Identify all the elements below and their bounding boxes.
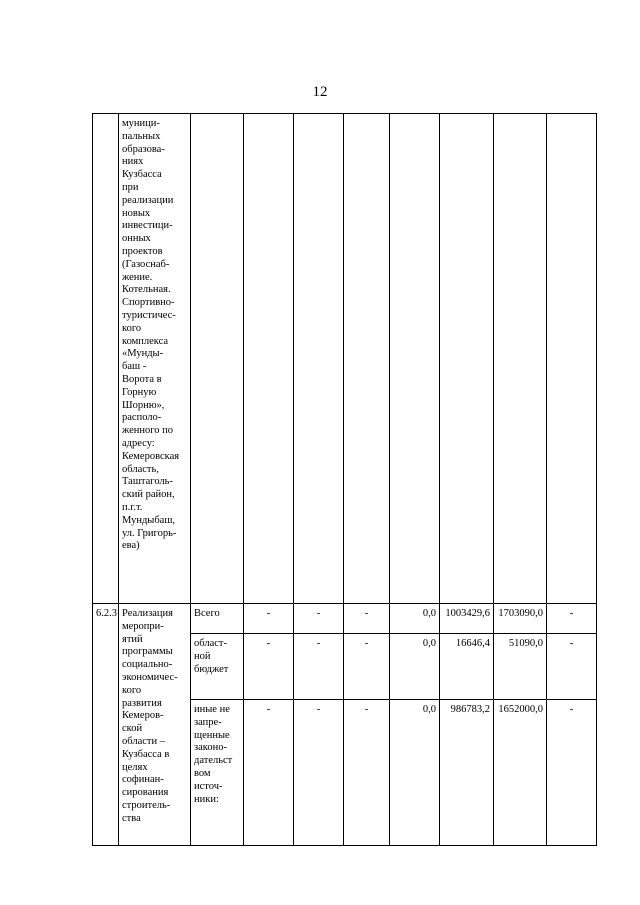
value-cell: - [547,604,597,634]
empty-cell [494,114,547,604]
empty-cell [344,114,390,604]
value-cell: - [294,634,344,700]
value-cell: - [344,700,390,846]
empty-cell [390,114,440,604]
value-cell: 1703090,0 [494,604,547,634]
value-cell: - [344,604,390,634]
empty-cell [440,114,494,604]
value-cell: - [547,634,597,700]
source-label-cell: Всего [191,604,244,634]
financing-table [92,113,597,846]
value-cell: - [244,604,294,634]
source-label-cell: иные не запре- щенные законо- дательст вом источ- ники: [191,700,244,846]
value-cell: 1003429,6 [440,604,494,634]
row-number-cell [93,114,119,604]
value-cell: 0,0 [390,700,440,846]
measure-name-cell: муници- пальных образова- ниях Кузбасса при реализации новых инвестици- онных проектов (Газоснаб- жение. Котельная. Спортивно- туристичес- кого комплекса «Мунды- баш - Ворота в Горную Шорню», располо- женного по адресу: Кемеровская область, Таштаголь- ский район, п.г.т. Мундыбаш, ул. Григорь- ева) [119,114,191,604]
table-row-623-total [93,604,597,634]
measure-name-cell: Реализация меропри- ятий программы социально- экономичес- кого развития Кемеров- ской области – Кузбасса в целях софинан- сирования строитель- ства [119,604,191,846]
row-number-cell: 6.2.3 [93,604,119,846]
value-cell: 0,0 [390,604,440,634]
table-row-continued [93,114,597,604]
empty-cell [191,114,244,604]
empty-cell [547,114,597,604]
value-cell: 51090,0 [494,634,547,700]
value-cell: - [547,700,597,846]
value-cell: 986783,2 [440,700,494,846]
value-cell: 1652000,0 [494,700,547,846]
empty-cell [294,114,344,604]
value-cell: - [294,604,344,634]
page-number: 12 [312,84,328,100]
source-label-cell: област- ной бюджет [191,634,244,700]
value-cell: 0,0 [390,634,440,700]
value-cell: 16646,4 [440,634,494,700]
value-cell: - [294,700,344,846]
value-cell: - [344,634,390,700]
value-cell: - [244,634,294,700]
empty-cell [244,114,294,604]
value-cell: - [244,700,294,846]
